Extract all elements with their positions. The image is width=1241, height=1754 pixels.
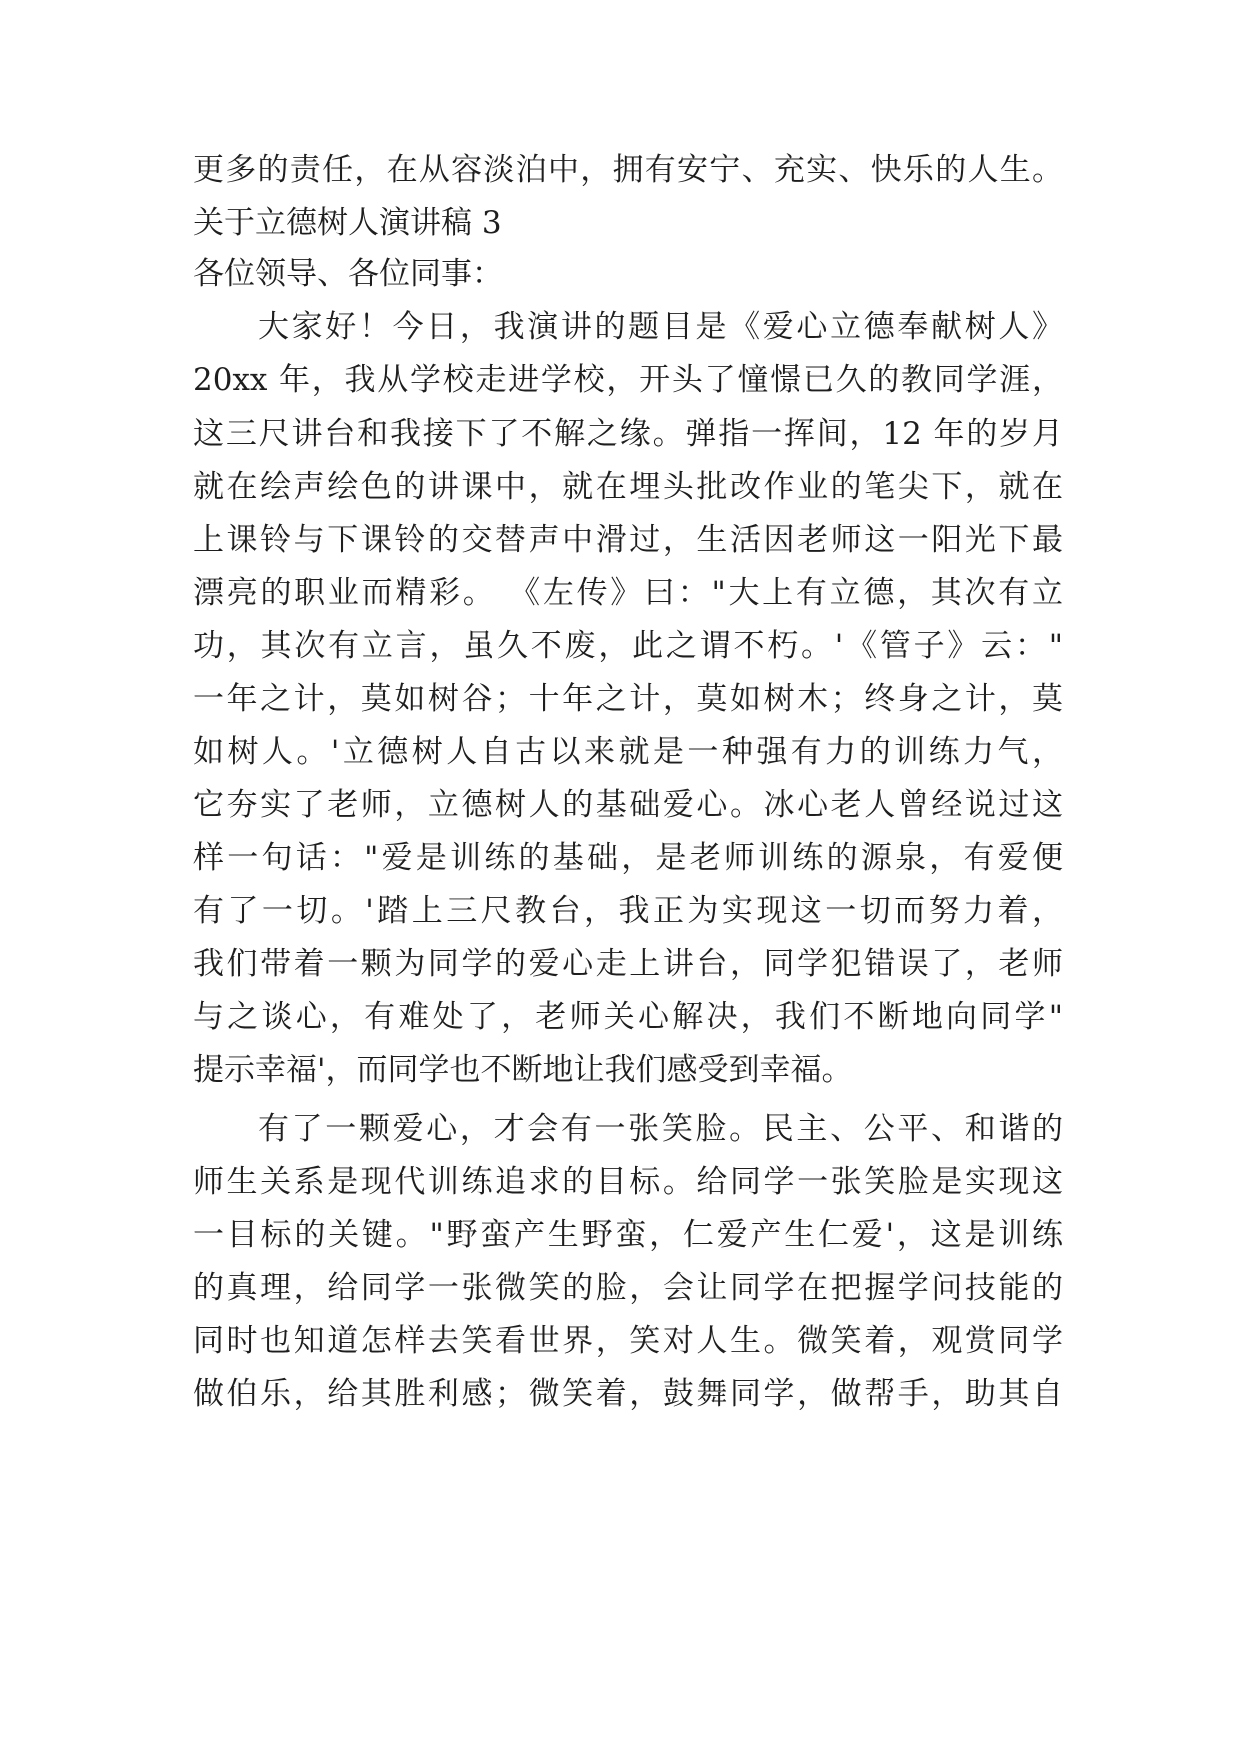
text-line-5: 20xx 年，我从学校走进学校，开头了憧憬已久的教同学涯， (193, 362, 1063, 398)
text-line-21: 一目标的关键。"野蛮产生野蛮，仁爱产生仁爱'，这是训练 (193, 1217, 1063, 1253)
text-line-24: 做伯乐，给其胜利感；微笑着，鼓舞同学，做帮手，助其自 (193, 1376, 1063, 1412)
text-line-15: 有了一切。'踏上三尺教台，我正为实现这一切而努力着， (193, 893, 1063, 929)
text-line-9: 漂亮的职业而精彩。 《左传》曰："大上有立德，其次有立 (193, 575, 1063, 611)
text-line-13: 它夯实了老师，立德树人的基础爱心。冰心老人曾经说过这 (193, 787, 1063, 823)
text-line-11: 一年之计，莫如树谷；十年之计，莫如树木；终身之计，莫 (193, 681, 1063, 717)
salutation: 各位领导、各位同事： (193, 256, 503, 292)
text-line-4: 大家好！今日，我演讲的题目是《爱心立德奉献树人》 (258, 309, 1063, 345)
text-line-19: 有了一颗爱心，才会有一张笑脸。民主、公平、和谐的 (258, 1111, 1063, 1147)
text-line-12: 如树人。'立德树人自古以来就是一种强有力的训练力气， (193, 734, 1063, 770)
text-line-7: 就在绘声绘色的讲课中，就在埋头批改作业的笔尖下，就在 (193, 469, 1063, 505)
text-line-14: 样一句话："爱是训练的基础，是老师训练的源泉，有爱便 (193, 840, 1063, 876)
text-line-20: 师生关系是现代训练追求的目标。给同学一张笑脸是实现这 (193, 1164, 1063, 1200)
text-line-22: 的真理，给同学一张微笑的脸，会让同学在把握学问技能的 (193, 1270, 1063, 1306)
text-line-1: 更多的责任，在从容淡泊中，拥有安宁、充实、快乐的人生。 (193, 152, 1063, 188)
text-line-6: 这三尺讲台和我接下了不解之缘。弹指一挥间，12 年的岁月 (193, 416, 1063, 452)
text-line-17: 与之谈心，有难处了，老师关心解决，我们不断地向同学" (193, 999, 1063, 1035)
section-heading: 关于立德树人演讲稿 3 (193, 205, 502, 241)
text-line-10: 功，其次有立言，虽久不废，此之谓不朽。'《管子》云：" (193, 628, 1063, 664)
text-line-23: 同时也知道怎样去笑看世界，笑对人生。微笑着，观赏同学 (193, 1323, 1063, 1359)
text-line-16: 我们带着一颗为同学的爱心走上讲台，同学犯错误了，老师 (193, 946, 1063, 982)
text-line-8: 上课铃与下课铃的交替声中滑过，生活因老师这一阳光下最 (193, 522, 1063, 558)
text-line-18: 提示幸福'，而同学也不断地让我们感受到幸福。 (193, 1052, 853, 1088)
